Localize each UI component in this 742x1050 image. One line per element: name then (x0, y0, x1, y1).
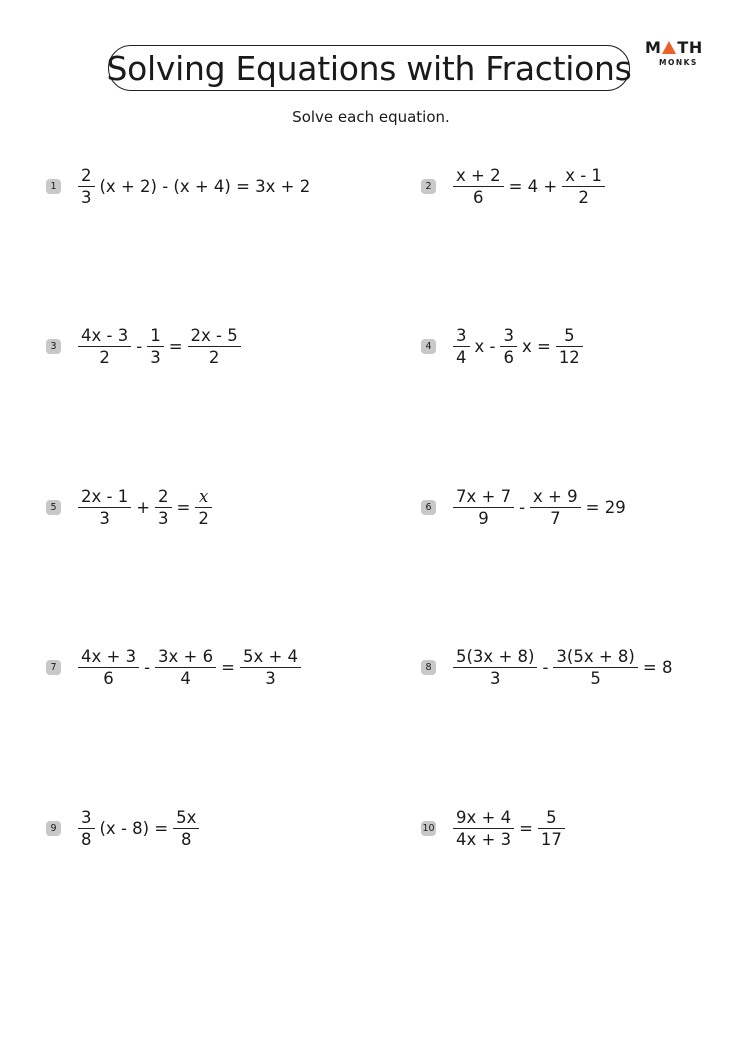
fraction (155, 487, 172, 528)
fraction (556, 326, 583, 367)
fraction (453, 166, 504, 207)
problem-6 (421, 487, 628, 528)
denominator: 6 (453, 186, 504, 207)
problem-number-badge: 6 (421, 500, 436, 515)
problem-4 (421, 326, 586, 367)
logo-subtext: MONKS (659, 58, 698, 67)
fraction (78, 487, 131, 528)
fraction (453, 808, 514, 849)
denominator: 17 (538, 828, 565, 849)
fraction (562, 166, 605, 207)
denominator: 4 (155, 667, 216, 688)
problem-2 (421, 166, 608, 207)
numerator: x - 1 (565, 166, 602, 185)
numerator: x (198, 487, 209, 506)
numerator: 2 (81, 166, 92, 185)
operator: = (176, 498, 191, 517)
denominator: 5 (553, 667, 637, 688)
numerator: 9x + 4 (456, 808, 512, 827)
fraction (453, 326, 470, 367)
problem-number-badge: 10 (422, 823, 435, 834)
fraction (530, 487, 581, 528)
denominator: 4 (453, 346, 470, 367)
denominator: 2 (195, 507, 212, 528)
numerator: 3 (81, 808, 92, 827)
fraction (195, 487, 212, 528)
numerator: 3(5x + 8) (556, 647, 635, 666)
logo-text-right: TH (677, 38, 703, 57)
problem-number-badge: 3 (46, 339, 61, 354)
triangle-icon (662, 41, 676, 54)
denominator: 3 (240, 667, 301, 688)
fraction (78, 326, 131, 367)
denominator: 2 (78, 346, 131, 367)
numerator: 2x - 1 (81, 487, 129, 506)
numerator: x + 2 (456, 166, 501, 185)
denominator: 12 (556, 346, 583, 367)
problem-number-badge: 9 (46, 821, 61, 836)
problem-8 (421, 647, 674, 688)
fraction (453, 487, 514, 528)
denominator: 2 (562, 186, 605, 207)
fraction (500, 326, 517, 367)
problem-3 (46, 326, 244, 367)
expression-text: = 29 (585, 498, 626, 517)
denominator: 4x + 3 (453, 828, 514, 849)
numerator: 3 (503, 326, 514, 345)
numerator: 2 (158, 487, 169, 506)
fraction (147, 326, 164, 367)
expression-text: (x - 8) = (99, 819, 169, 838)
denominator: 3 (155, 507, 172, 528)
math-monks-logo (645, 40, 715, 70)
numerator: 5 (564, 326, 575, 345)
operator: = (221, 658, 235, 677)
denominator: 6 (500, 346, 517, 367)
denominator: 8 (78, 828, 95, 849)
numerator: x + 9 (533, 487, 578, 506)
denominator: 3 (78, 507, 131, 528)
fraction (240, 647, 301, 688)
numerator: 3 (456, 326, 467, 345)
fraction (78, 166, 95, 207)
denominator: 3 (78, 186, 95, 207)
problem-number-badge: 5 (46, 500, 61, 515)
numerator: 5x + 4 (242, 647, 299, 666)
fraction (188, 326, 241, 367)
worksheet-title: Solving Equations with Fractions (108, 45, 630, 91)
fraction (155, 647, 216, 688)
numerator: 5x (176, 808, 197, 827)
denominator: 3 (453, 667, 537, 688)
operator: - (144, 658, 151, 677)
expression-text: x = (521, 337, 551, 356)
denominator: 2 (188, 346, 241, 367)
problem-9 (46, 808, 202, 849)
problem-7 (46, 647, 304, 688)
operator: = (519, 819, 533, 838)
expression-text: = 8 (642, 658, 673, 677)
denominator: 8 (173, 828, 199, 849)
expression-text: x - (474, 337, 496, 356)
fraction (553, 647, 637, 688)
denominator: 7 (530, 507, 581, 528)
denominator: 6 (78, 667, 139, 688)
numerator: 2x - 5 (190, 326, 238, 345)
fraction (173, 808, 199, 849)
problem-5 (46, 487, 215, 528)
problem-number-badge: 7 (46, 660, 61, 675)
denominator: 9 (453, 507, 514, 528)
problem-10 (421, 808, 568, 849)
problem-number-badge: 1 (46, 179, 61, 194)
problem-1 (46, 166, 312, 207)
numerator: 7x + 7 (456, 487, 512, 506)
numerator: 3x + 6 (158, 647, 214, 666)
fraction (78, 647, 139, 688)
operator: + (136, 498, 151, 517)
numerator: 5(3x + 8) (456, 647, 535, 666)
numerator: 4x + 3 (81, 647, 137, 666)
operator: - (136, 337, 143, 356)
problem-number-badge: 2 (421, 179, 436, 194)
expression-text: = 4 + (508, 177, 558, 196)
logo-text-left: M (645, 38, 662, 57)
problem-number-badge: 4 (421, 339, 436, 354)
denominator: 3 (147, 346, 164, 367)
numerator: 1 (150, 326, 161, 345)
operator: - (542, 658, 549, 677)
fraction (78, 808, 95, 849)
operator: - (519, 498, 526, 517)
operator: = (168, 337, 183, 356)
fraction (453, 647, 537, 688)
problem-number-badge: 8 (421, 660, 436, 675)
numerator: 5 (546, 808, 557, 827)
expression-text: (x + 2) - (x + 4) = 3x + 2 (99, 177, 311, 196)
fraction (538, 808, 565, 849)
numerator: 4x - 3 (81, 326, 129, 345)
instruction-text: Solve each equation. (292, 108, 450, 126)
